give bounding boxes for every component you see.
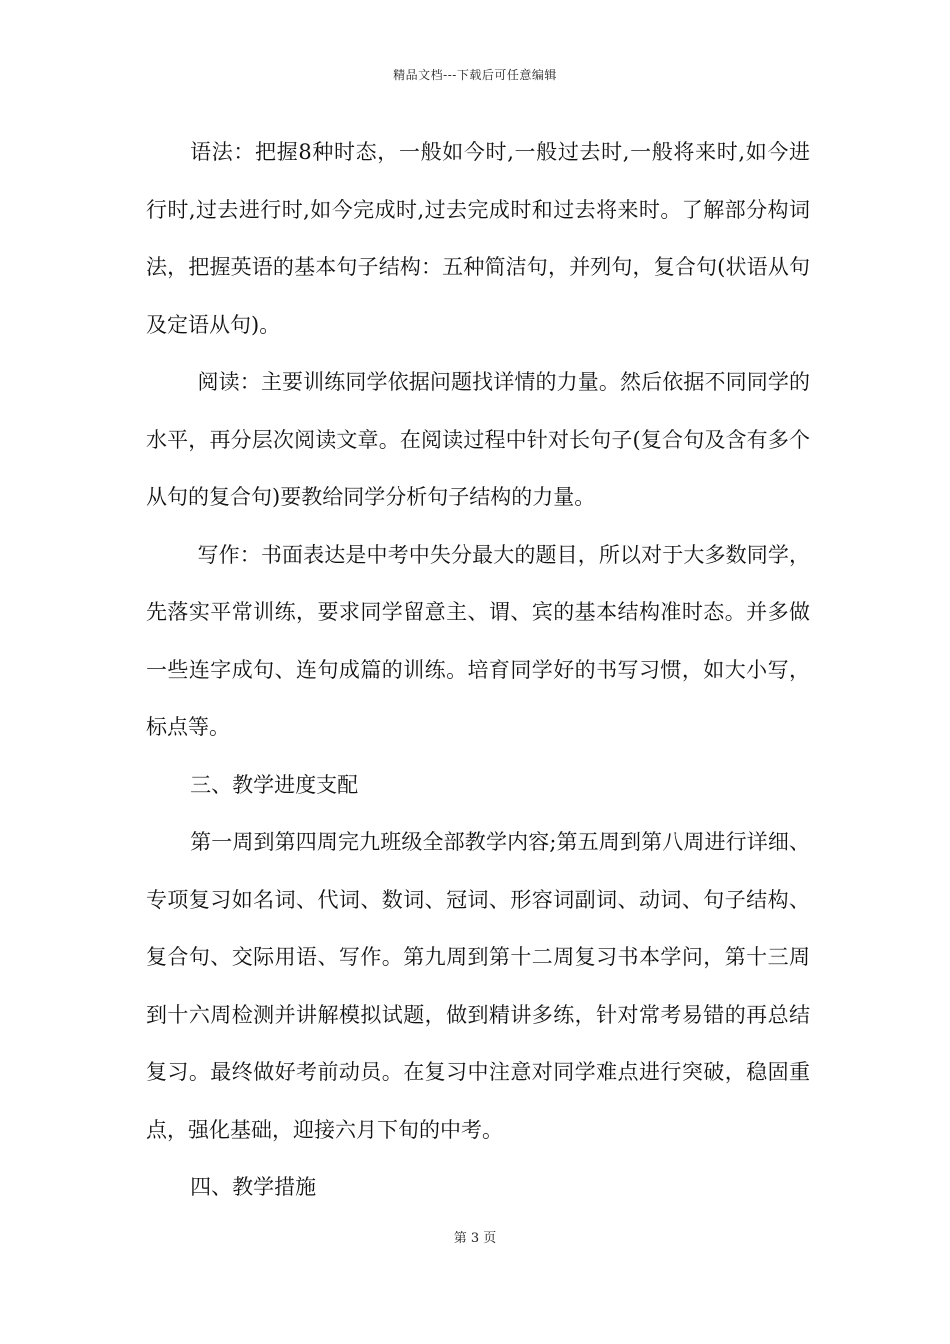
paragraph-reading: 阅读：主要训练同学依据问题找详情的力量。然后依据不同同学的水平，再分层次阅读文章。在阅读过程中针对长句子(复合句及含有多个从句的复合句)要教给同学分析句子结构的力量。 bbox=[146, 370, 810, 509]
paragraph-writing: 写作：书面表达是中考中失分最大的题目，所以对于大多数同学，先落实平常训练，要求同学留意主、谓、宾的基本结构准时态。并多做一些连字成句、连句成篇的训练。培育同学好的书写习惯，如大小写，标点等。 bbox=[146, 542, 810, 739]
paragraph-grammar: 语法：把握8种时态，一般如今时,一般过去时,一般将来时,如今进行时,过去进行时,如今完成时,过去完成时和过去将来时。了解部分构词法，把握英语的基本句子结构：五种简洁句，并列句，复合句(状语从句及定语从句)。 bbox=[146, 140, 810, 337]
document-body bbox=[146, 124, 810, 1217]
section-heading-measures: 四、教学措施 bbox=[190, 1175, 317, 1199]
paragraph-schedule: 第一周到第四周完九班级全部教学内容;第五周到第八周进行详细、专项复习如名词、代词、数词、冠词、形容词副词、动词、句子结构、复合句、交际用语、写作。第九周到第十二周复习书本学问，第十三周到十六周检测并讲解模拟试题，做到精讲多练，针对常考易错的再总结复习。最终做好考前动员。在复习中注意对同学难点进行突破，稳固重点，强化基础，迎接六月下旬的中考。 bbox=[146, 830, 810, 1142]
section-heading-schedule: 三、教学进度支配 bbox=[190, 772, 359, 797]
page-header: 精品文档---下载后可任意编辑 bbox=[393, 68, 557, 82]
page-number: 第 3 页 bbox=[453, 1231, 497, 1246]
